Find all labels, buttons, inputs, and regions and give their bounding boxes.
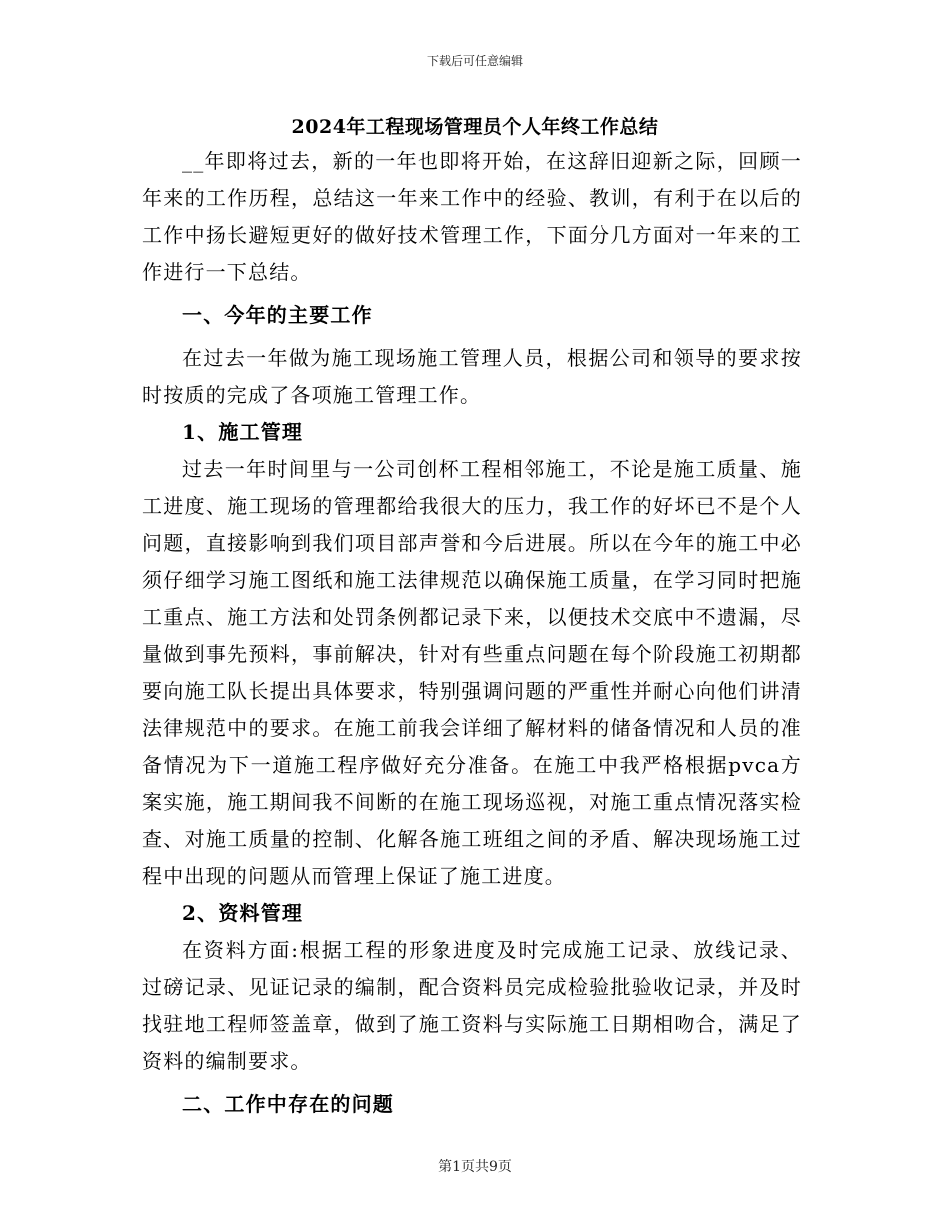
- document-title: 2024年工程现场管理员个人年终工作总结: [291, 116, 659, 138]
- page-header-note: 下载后可任意编辑: [426, 54, 523, 68]
- construction-paragraph: 过去一年时间里与一公司创杯工程相邻施工，不论是施工质量、施工进度、施工现场的管理都给我很大的压力，我工作的好坏已不是个人问题，直接影响到我们项目部声誉和今后进展。所以在今年的施工中必须仔细学习施工图纸和施工法律规范以确保施工质量，在学习同时把施工重点、施工方法和处罚条例都记录下来，以便技术交底中不遗漏，尽量做到事先预料，事前解决，针对有些重点问题在每个阶段施工初期都要向施工队长提出具体要求，特别强调问题的严重性并耐心向他们讲清法律规范中的要求。在施工前我会详细了解材料的储备情况和人员的准备情况为下一道施工程序做好充分准备。在施工中我严格根据pvca方案实施，施工期间我不间断的在施工现场巡视，对施工重点情况落实检查、对施工质量的控制、化解各施工班组之间的矛盾、解决现场施工过程中出现的问题从而管理上保证了施工进度。: [142, 457, 802, 888]
- documents-paragraph: 在资料方面:根据工程的形象进度及时完成施工记录、放线记录、过磅记录、见证记录的编制，配合资料员完成检验批验收记录，并及时找驻地工程师签盖章，做到了施工资料与实际施工日期相吻合，满足了资料的编制要求。: [142, 938, 802, 1073]
- page-indicator: 第1页共9页: [438, 1159, 512, 1175]
- section-heading-main-work: 一、今年的主要工作: [182, 303, 373, 327]
- intro-paragraph: __年即将过去，新的一年也即将开始，在这辞旧迎新之际，回顾一年来的工作历程，总结这一年来工作中的经验、教训，有利于在以后的工作中扬长避短更好的做好技术管理工作，下面分几方面对一年来的工作进行一下总结。: [142, 149, 802, 284]
- document-body: [142, 143, 802, 1123]
- subsection-heading-construction: 1、施工管理: [182, 420, 304, 444]
- section-heading-problems: 二、工作中存在的问题: [182, 1092, 394, 1116]
- main-work-paragraph: 在过去一年做为施工现场施工管理人员，根据公司和领导的要求按时按质的完成了各项施工管理工作。: [142, 346, 802, 407]
- subsection-heading-documents: 2、资料管理: [182, 901, 304, 925]
